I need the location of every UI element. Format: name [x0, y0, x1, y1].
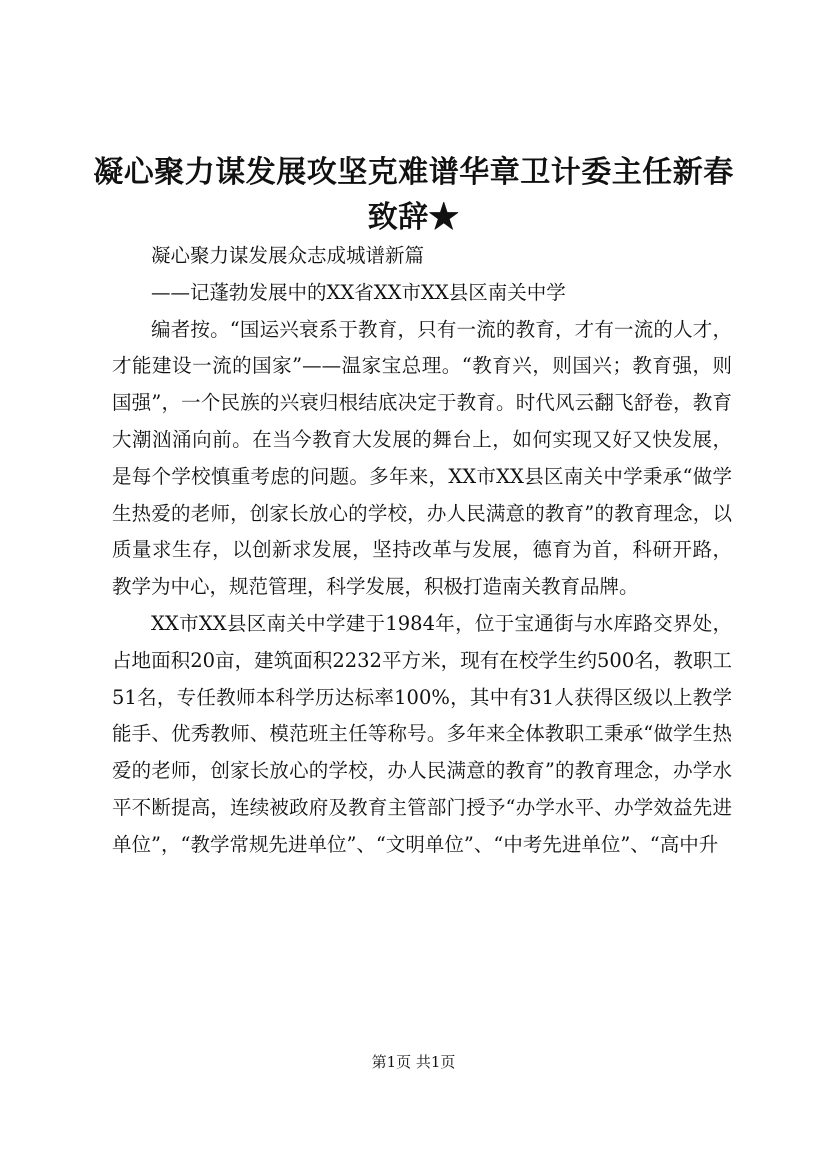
school-intro-paragraph: XX市XX县区南关中学建于1984年，位于宝通街与水库路交界处，占地面积20亩，建筑面积2232平方米，现有在校学生约500名，教职工51名，专任教师本科学历达标率100%，其中有31人获得区级以上教学能手、优秀教师、模范班主任等称号。多年来全体教职工秉承“做学生热爱的老师，创家长放心的学校，办人民满意的教育”的教育理念，办学水平不断提高，连续被政府及教育主管部门授予“办学水平、办学效益先进单位”，“教学常规先进单位”、“文明单位”、“中考先进单位”、“高中升 — [112, 611, 732, 856]
byline-paragraph: ——记蓬勃发展中的XX省XX市XX县区南关中学 — [151, 280, 566, 304]
document-title: 凝心聚力谋发展攻坚克难谱华章卫计委主任新春致辞★ — [93, 155, 734, 235]
editor-note-paragraph: 编者按。“国运兴衰系于教育，只有一流的教育，才有一流的人才，才能建设一流的国家”——温家宝总理。“教育兴，则国兴；教育强，则国强”，一个民族的兴衰归根结底决定于教育。时代风云翻飞舒卷，教育大潮汹涌向前。在当今教育大发展的舞台上，如何实现又好又快发展，是每个学校慎重考虑的问题。多年来，XX市XX县区南关中学秉承“做学生热爱的老师，创家长放心的学校，办人民满意的教育”的教育理念，以质量求生存，以创新求发展，坚持改革与发展，德育为首，科研开路，教学为中心，规范管理，科学发展，积极打造南关教育品牌。 — [112, 317, 732, 599]
subtitle-paragraph: 凝心聚力谋发展众志成城谱新篇 — [151, 244, 425, 267]
document-body — [112, 238, 732, 864]
page-number-footer: 第1页 共1页 — [371, 1053, 456, 1071]
